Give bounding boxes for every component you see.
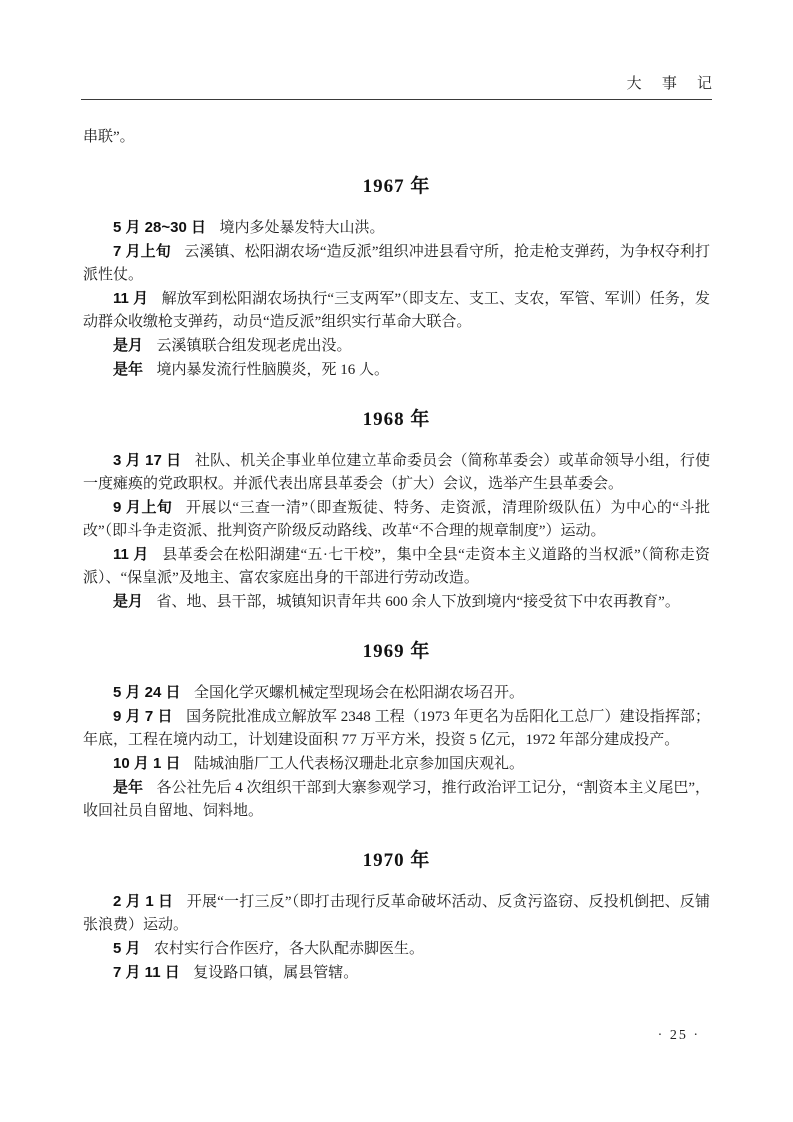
entry-date: 是年 (113, 779, 144, 796)
entry-date: 是月 (113, 337, 144, 354)
entry-text: 解放军到松阳湖农场执行“三支两军”（即支左、支工、支农，军管、军训）任务，发动群众收缴枪支弹药，动员“造反派”组织实行革命大联合。 (83, 291, 710, 330)
page-header (81, 72, 720, 100)
entry (83, 543, 710, 590)
entry-text: 境内多处暴发特大山洪。 (219, 220, 385, 236)
entry-date: 2 月 1 日 (113, 893, 174, 910)
year-heading-1967: 1967 年 (362, 176, 431, 197)
entry (83, 705, 710, 752)
entry-date: 9 月 7 日 (113, 708, 173, 725)
entry-date: 是年 (113, 361, 144, 378)
entry-text: 社队、机关企事业单位建立革命委员会（简称革委会）或革命领导小组，行使一度瘫痪的党政职权。并派代表出席县革委会（扩大）会议，选举产生县革委会。 (83, 453, 711, 492)
entry (83, 496, 710, 543)
entry-date: 11 月 (113, 290, 149, 307)
page-number: · 25 · (657, 1028, 700, 1043)
entry-date: 5 月 24 日 (113, 684, 181, 701)
entry-date: 5 月 28~30 日 (113, 219, 206, 236)
entry-text: 开展以“三查一清”（即查叛徒、特务、走资派，清理阶级队伍）为中心的“斗批改”（即斗争走资派、批判资产阶级反动路线、改革“不合理的规章制度”）运动。 (83, 500, 711, 539)
entry-text: 国务院批准成立解放军 2348 工程（1973 年更名为岳阳化工总厂）建设指挥部；年底，工程在境内动工，计划建设面积 77 万平方米，投资 5 亿元，1972 年部分建成投产。 (83, 709, 710, 748)
year-heading-1969: 1969 年 (362, 641, 431, 662)
entry-date: 11 月 (113, 546, 149, 563)
year-heading-1970: 1970 年 (362, 850, 431, 871)
entry (83, 358, 710, 382)
carryover-paragraph: 串联”。 (83, 129, 135, 145)
entry (83, 752, 710, 776)
entry-date: 3 月 17 日 (113, 452, 182, 469)
entry-date: 7 月上旬 (113, 243, 171, 260)
entry-text: 复设路口镇，属县管辖。 (193, 965, 359, 981)
entry (83, 590, 710, 614)
entry-date: 5 月 (113, 940, 141, 957)
entry (83, 216, 710, 240)
entry-text: 各公社先后 4 次组织干部到大寨参观学习，推行政治评工记分，“割资本主义尾巴”，收回社员自留地、饲料地。 (83, 780, 710, 819)
entry (83, 937, 710, 961)
entry-text: 开展“一打三反”（即打击现行反革命破坏活动、反贪污盗窃、反投机倒把、反铺张浪费）运动。 (83, 894, 710, 933)
entry-text: 县革委会在松阳湖建“五·七干校”，集中全县“走资本主义道路的当权派”（简称走资派）、“保皇派”及地主、富农家庭出身的干部进行劳动改造。 (83, 547, 710, 586)
entry-text: 陆城油脂厂工人代表杨汉珊赴北京参加国庆观礼。 (194, 756, 525, 772)
entry-text: 云溪镇、松阳湖农场“造反派”组织冲进县看守所，抢走枪支弹药，为争权夺利打派性仗。 (83, 244, 710, 283)
entry-text: 境内暴发流行性脑膜炎，死 16 人。 (156, 362, 390, 378)
page-body (83, 126, 710, 985)
entry-date: 7 月 11 日 (113, 964, 180, 981)
entry-text: 省、地、县干部，城镇知识青年共 600 余人下放到境内“接受贫下中农再教育”。 (156, 594, 680, 610)
entry-text: 全国化学灭螺机械定型现场会在松阳湖农场召开。 (194, 685, 525, 701)
entry-date: 10 月 1 日 (113, 755, 181, 772)
entry-date: 9 月上旬 (113, 499, 173, 516)
entry (83, 776, 710, 823)
entry (83, 334, 710, 358)
year-heading-1968: 1968 年 (362, 409, 431, 430)
entry (83, 681, 710, 705)
entry (83, 240, 710, 287)
entry-text: 云溪镇联合组发现老虎出没。 (156, 338, 352, 354)
entry (83, 890, 710, 937)
entry (83, 449, 710, 496)
entry-text: 农村实行合作医疗，各大队配赤脚医生。 (154, 941, 425, 957)
entry (83, 961, 710, 985)
running-head-title: 大 事 记 (626, 75, 720, 92)
entry-date: 是月 (113, 593, 144, 610)
entry (83, 287, 710, 334)
